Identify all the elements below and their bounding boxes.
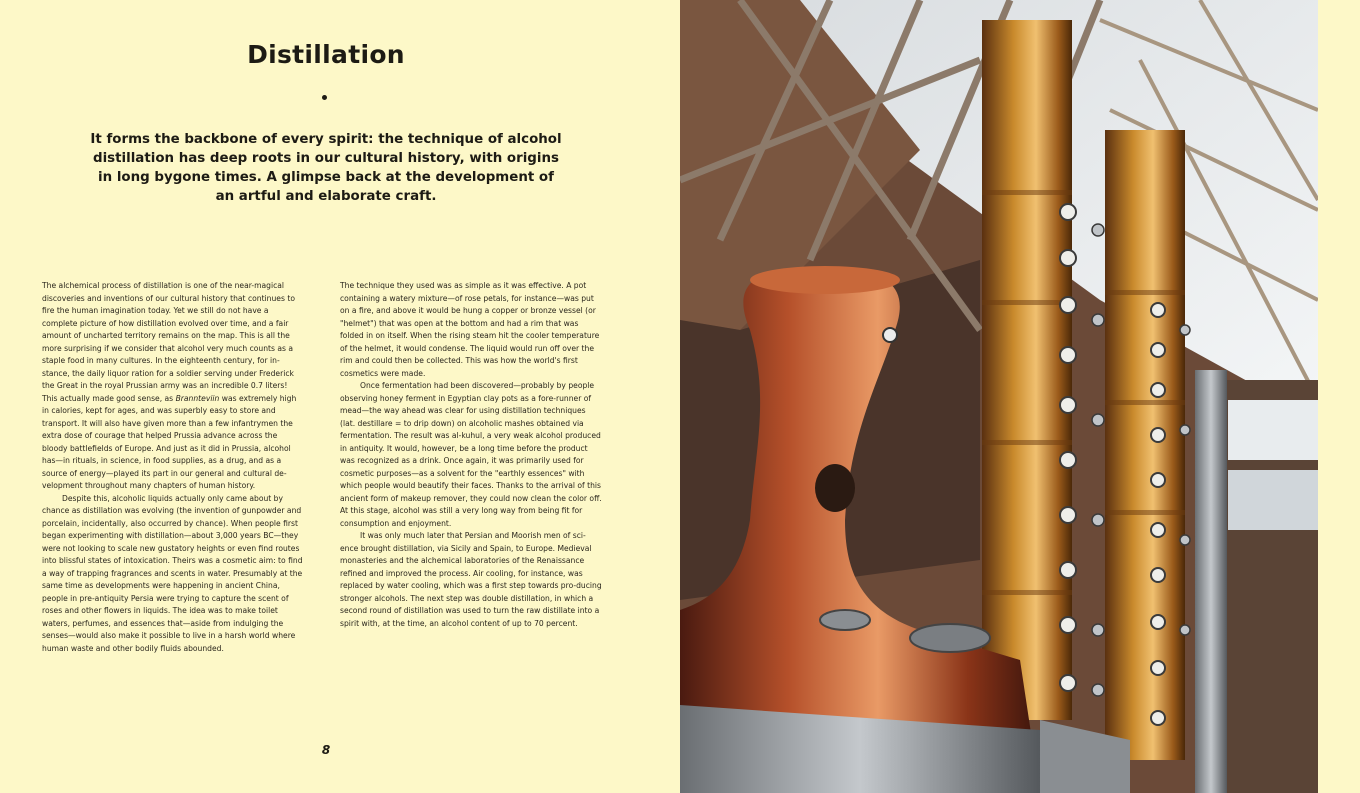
text-column-2 — [340, 280, 602, 630]
lead-paragraph: It forms the backbone of every spirit: the technique of alcohol distillation has deep roots in our cultural history, with origins in long bygone times. A glimpse back at the development of an artful and elaborate craft. — [90, 132, 562, 204]
text-column-1 — [42, 280, 304, 655]
column2-paragraph-3: It was only much later that Persian and Moorish men of sci-ence brought distillation, via Sicily and Spain, to Europe. Medieval monasteries and the alchemical laboratories of the Renaissance refined and improved the process. Air cooling, for instance, was replaced by water cooling, which was a first step towards pro-ducing stronger alcohols. The next step was double distillation, in which a second round of distillation was used to turn the raw distillate into a spirit with, at the time, an alcohol content of up to 70 percent. — [340, 531, 602, 628]
copper-still-illustration — [680, 0, 1318, 793]
title-ornament-dot — [322, 95, 327, 100]
page-number: 8 — [321, 743, 331, 757]
brannteviin-term: Brannteviin — [175, 393, 220, 403]
column1-paragraph-2: Despite this, alcoholic liquids actually only came about by chance as distillation was evolving (the invention of gunpowder and porcelain, incidentally, also occurred by chance). When people first began experimenting with distillation—about 3,000 years BC—they were not looking to scale new gustatory heights or even find routes into blissful states of intoxication. Theirs was a cosmetic aim: to find a way of trapping fragrances and scents in water. Presumably at the same time as developments were happening in ancient China, people in pre-antiquity Persia were trying to capture the scent of roses and other flowers in liquids. The idea was to make toilet waters, perfumes, and essences that—aside from indulging the senses—would also make it possible to live in a harsh world where human waste and other bodily fluids abounded. — [42, 493, 303, 653]
column2-paragraph-1: The technique they used was as simple as it was effective. A pot containing a watery mixture—of rose petals, for instance—was put on a fire, and above it would be hung a copper or bronze vessel (or "helmet") that was open at the bottom and had a rim that was folded in on itself. When the rising steam hit the cooler temperature of the helmet, it would condense. The liquid would run off over the rim and could then be collected. This was how the world's first cosmetics were made. — [340, 281, 600, 378]
right-margin — [1318, 0, 1360, 793]
column2-paragraph-2: Once fermentation had been discovered—probably by people observing honey ferment in Egyptian clay pots as a fore-runner of mead—the way ahead was clear for using distillation techniques (lat. destillare = to drip down) on alcoholic mashes obtained via fermentation. The result was al-kuhul, a very weak alcohol produced in antiquity. It would, however, be a long time before the product was recognized as a drink. Once again, it was primarily used for cosmetic purposes—as a solvent for the "earthly essences" with which people would beautify their faces. Thanks to the arrival of this ancient form of makeup remover, they could now clean the color off. At this stage, alcohol was still a very long way from being fit for consumption and enjoyment. — [340, 381, 602, 528]
distillery-photo — [680, 0, 1318, 793]
page-title: Distillation — [247, 40, 405, 69]
column1-paragraph-1 — [42, 280, 304, 493]
column1-paragraph-1-part-a: The alchemical process of distillation is one of the near-magical discoveries and inventions of our cultural history that continues to fire the human imagination today. Yet we still do not have a complete picture of how distillation evolved over time, and a fair amount of uncharted territory remains on the map. This is all the more surprising if we consider that alcohol very much counts as a staple food in many cultures. In the eighteenth century, for in-stance, the daily liquor ration for a soldier serving under Frederick the Great in the royal Prussian army was an incredible 0.7 liters! This actually made good sense, as — [42, 281, 295, 403]
column1-paragraph-1-part-b: was extremely high in calories, kept for ages, and was superbly easy to store and transport. It will also have given more than a few infantrymen the extra dose of courage that helped Prussia advance across the bloody battlefields of Europe. And just as it did in Prussia, alcohol has—in rituals, in science, in food supplies, as a drug, and as a source of energy—played its part in our general and cultural de-velopment throughout many chapters of human history. — [42, 393, 297, 490]
